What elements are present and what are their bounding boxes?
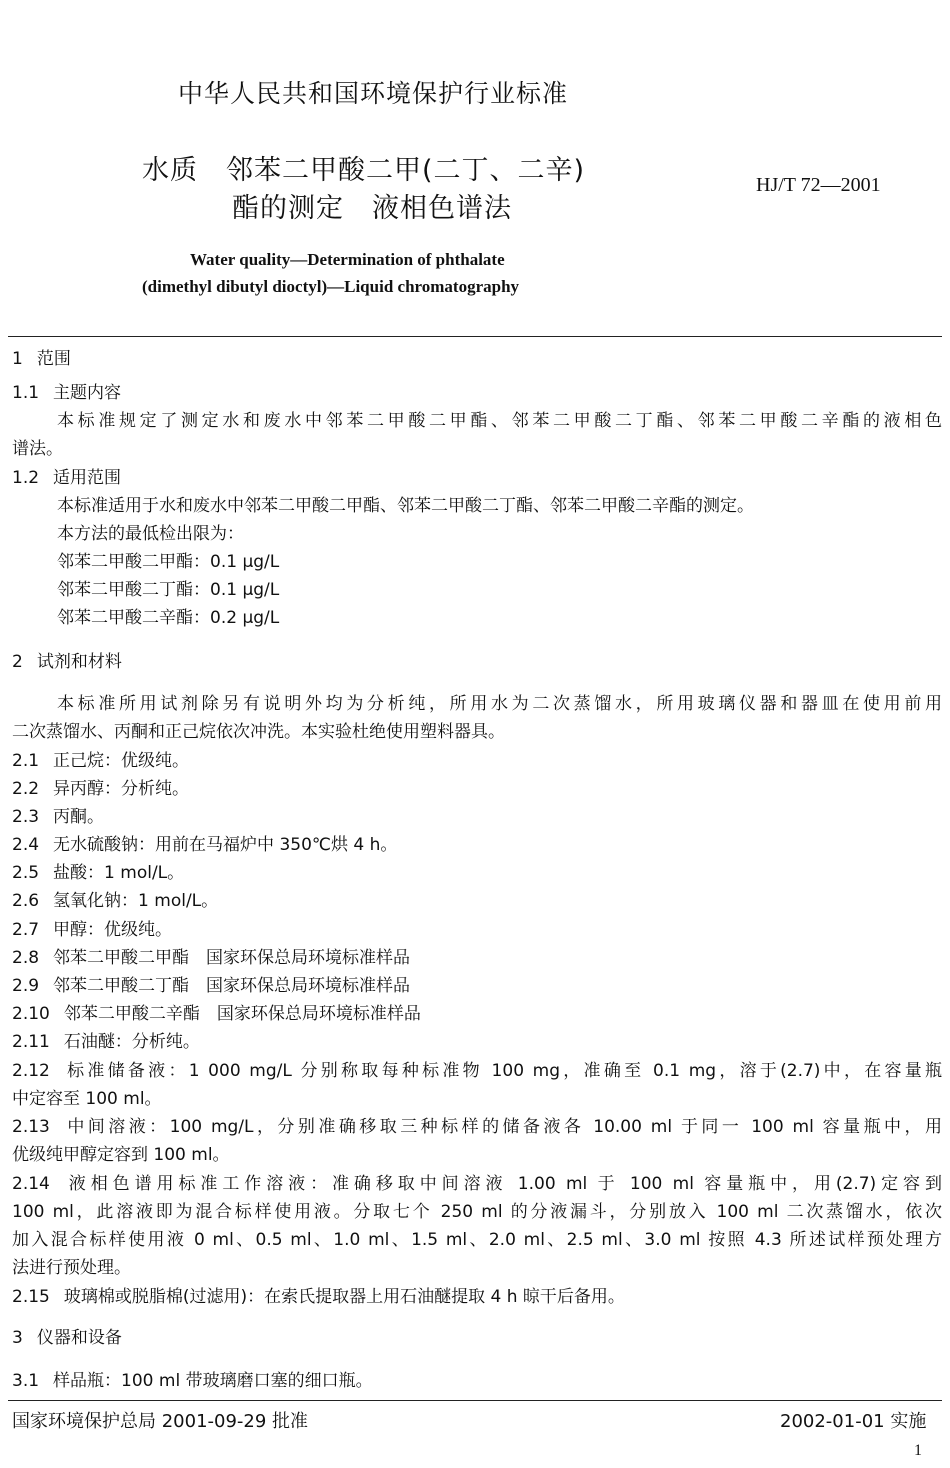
list-item: 2.10 邻苯二甲酸二辛酯 国家环保总局环境标准样品 <box>12 1004 421 1024</box>
footer-divider <box>8 1400 942 1401</box>
paragraph-line: 本标准规定了测定水和废水中邻苯二甲酸二甲酯、邻苯二甲酸二丁酯、邻苯二甲酸二辛酯的液相色 <box>57 411 942 431</box>
list-item: 2.3 丙酮。 <box>12 807 105 827</box>
list-item: 2.14 液相色谱用标准工作溶液：准确移取中间溶液 1.00 ml 于 100 ml 容量瓶中，用(2.7)定容到 <box>12 1174 942 1194</box>
paragraph-line: 本方法的最低检出限为： <box>57 524 244 544</box>
list-item: 2.15 玻璃棉或脱脂棉(过滤用)：在索氏提取器上用石油醚提取 4 h 晾干后备用。 <box>12 1287 625 1307</box>
document-title-line2: 酯的测定 液相色谱法 <box>232 193 512 224</box>
implementation-date: 2002-01-01 实施 <box>780 1411 927 1432</box>
list-item: 2.1 正己烷：优级纯。 <box>12 751 190 771</box>
english-title-line1: Water quality—Determination of phthalate <box>190 250 505 269</box>
section-heading: 2 试剂和材料 <box>12 652 122 672</box>
detection-limit-item: 邻苯二甲酸二甲酯：0.1 μg/L <box>57 552 280 572</box>
agency-title: 中华人民共和国环境保护行业标准 <box>178 79 569 108</box>
paragraph-line: 优级纯甲醇定容到 100 ml。 <box>12 1145 230 1165</box>
list-item: 2.13 中间溶液：100 mg/L，分别准确移取三种标样的储备液各 10.00 ml 于同一 100 ml 容量瓶中，用 <box>12 1117 942 1137</box>
list-item: 2.6 氢氧化钠：1 mol/L。 <box>12 891 219 911</box>
paragraph-line: 本标准适用于水和废水中邻苯二甲酸二甲酯、邻苯二甲酸二丁酯、邻苯二甲酸二辛酯的测定。 <box>57 496 754 516</box>
section-heading: 3 仪器和设备 <box>12 1328 122 1348</box>
subsection-heading: 1.1 主题内容 <box>12 383 122 403</box>
paragraph-line: 谱法。 <box>12 439 63 459</box>
list-item: 2.12 标准储备液：1 000 mg/L 分别称取每种标准物 100 mg，准确至 0.1 mg，溶于(2.7)中，在容量瓶 <box>12 1061 942 1081</box>
list-item: 2.4 无水硫酸钠：用前在马福炉中 350℃烘 4 h。 <box>12 835 398 855</box>
paragraph-line: 二次蒸馏水、丙酮和正己烷依次冲洗。本实验杜绝使用塑料器具。 <box>12 722 505 742</box>
approval-date: 国家环境保护总局 2001-09-29 批准 <box>12 1411 309 1432</box>
list-item: 2.9 邻苯二甲酸二丁酯 国家环保总局环境标准样品 <box>12 976 411 996</box>
paragraph-line: 加入混合标样使用液 0 ml、0.5 ml、1.0 ml、1.5 ml、2.0 ml、2.5 ml、3.0 ml 按照 4.3 所述试样预处理方 <box>12 1230 942 1250</box>
detection-limit-item: 邻苯二甲酸二丁酯：0.1 μg/L <box>57 580 280 600</box>
list-item: 2.11 石油醚：分析纯。 <box>12 1032 200 1052</box>
paragraph-line: 中定容至 100 ml。 <box>12 1089 162 1109</box>
list-item: 2.7 甲醇：优级纯。 <box>12 920 173 940</box>
subsection-heading: 1.2 适用范围 <box>12 468 122 488</box>
paragraph-line: 法进行预处理。 <box>12 1258 131 1278</box>
list-item: 2.2 异丙醇：分析纯。 <box>12 779 190 799</box>
header-divider <box>8 336 942 337</box>
section-heading: 1 范围 <box>12 349 71 369</box>
english-title-line2: (dimethyl dibutyl dioctyl)—Liquid chromatography <box>142 277 520 296</box>
paragraph-line: 本标准所用试剂除另有说明外均为分析纯，所用水为二次蒸馏水，所用玻璃仪器和器皿在使用前用 <box>57 694 942 714</box>
paragraph-line: 100 ml，此溶液即为混合标样使用液。分取七个 250 ml 的分液漏斗，分别放入 100 ml 二次蒸馏水，依次 <box>12 1202 942 1222</box>
list-item: 2.8 邻苯二甲酸二甲酯 国家环保总局环境标准样品 <box>12 948 411 968</box>
document-title-line1: 水质 邻苯二甲酸二甲(二丁、二辛) <box>142 155 586 186</box>
standard-number: HJ/T 72—2001 <box>756 174 881 196</box>
list-item: 2.5 盐酸：1 mol/L。 <box>12 863 185 883</box>
page-number: 1 <box>914 1442 922 1459</box>
list-item: 3.1 样品瓶：100 ml 带玻璃磨口塞的细口瓶。 <box>12 1371 373 1391</box>
detection-limit-item: 邻苯二甲酸二辛酯：0.2 μg/L <box>57 608 280 628</box>
